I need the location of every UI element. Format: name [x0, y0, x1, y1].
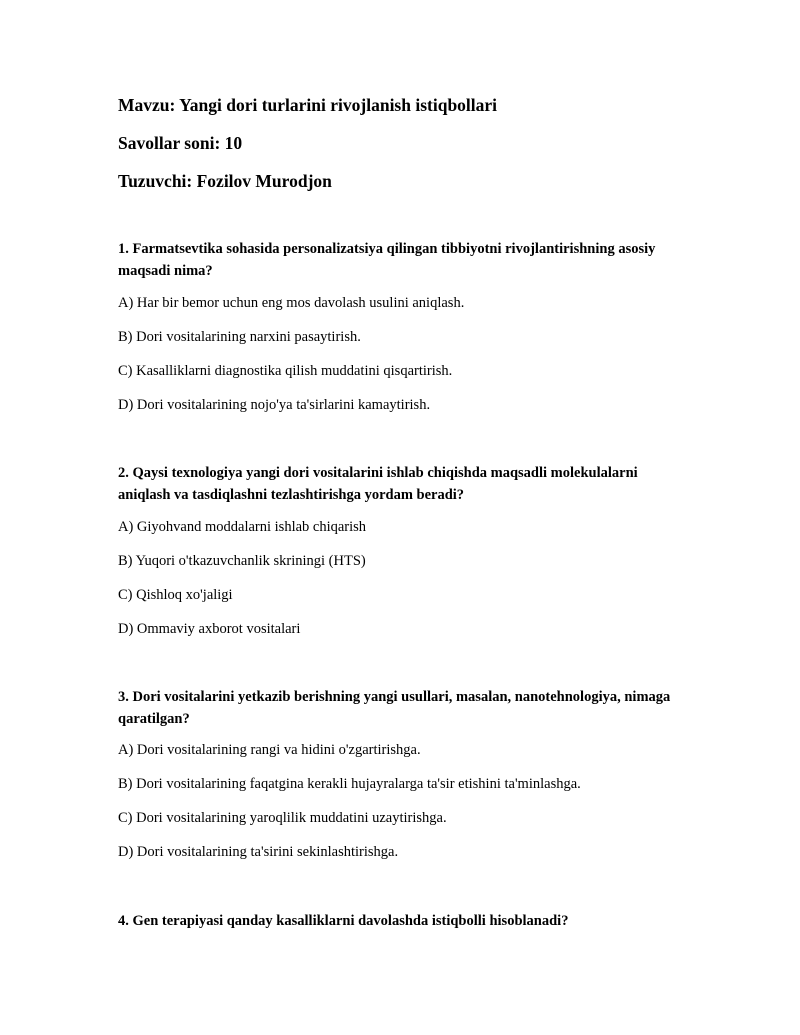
topic-heading: Mavzu: Yangi dori turlarini rivojlanish istiqbollari [118, 95, 498, 115]
answer-option: D) Dori vositalarining ta'sirini sekinlashtirishga. [118, 844, 399, 860]
question-text: 3. Dori vositalarini yetkazib berishning yangi usullari, masalan, nanotehnologiya, nimaga qaratilgan? [118, 689, 671, 727]
answer-option: D) Ommaviy axborot vositalari [118, 621, 301, 637]
answer-option: A) Har bir bemor uchun eng mos davolash usulini aniqlash. [118, 295, 465, 311]
question-text: 2. Qaysi texnologiya yangi dori vositalarini ishlab chiqishda maqsadli molekulalarni aniqlash va tasdiqlashni tezlashtirishga yordam beradi? [118, 465, 638, 503]
answer-option: A) Dori vositalarining rangi va hidini o'zgartirishga. [118, 742, 421, 758]
question-2-option-b [118, 552, 688, 570]
answer-option: C) Kasalliklarni diagnostika qilish muddatini qisqartirish. [118, 363, 453, 379]
question-3-option-c [118, 809, 688, 827]
question-1-option-b [118, 328, 688, 346]
question-2-option-c [118, 586, 688, 604]
question-3-option-b [118, 775, 688, 793]
question-2-option-a [118, 518, 688, 536]
answer-option: D) Dori vositalarining nojo'ya ta'sirlarini kamaytirish. [118, 397, 431, 413]
question-1-option-c [118, 362, 688, 380]
question-3 [118, 686, 688, 730]
answer-option: C) Qishloq xo'jaligi [118, 587, 233, 603]
question-text: 4. Gen terapiyasi qanday kasalliklarni davolashda istiqbolli hisoblanadi? [118, 913, 569, 929]
answer-option: B) Dori vositalarining narxini pasaytirish. [118, 329, 361, 345]
question-1-option-d [118, 396, 688, 414]
question-3-option-a [118, 741, 688, 759]
question-1-option-a [118, 294, 688, 312]
question-2 [118, 462, 688, 506]
answer-option: B) Yuqori o'tkazuvchanlik skriningi (HTS) [118, 553, 366, 569]
answer-option: A) Giyohvand moddalarni ishlab chiqarish [118, 519, 367, 535]
question-2-option-d [118, 620, 688, 638]
question-3-option-d [118, 843, 688, 861]
author-heading: Tuzuvchi: Fozilov Murodjon [118, 171, 332, 191]
question-text: 1. Farmatsevtika sohasida personalizatsiya qilingan tibbiyotni rivojlantirishning asosiy maqsadi nima? [118, 241, 656, 279]
question-1 [118, 238, 688, 282]
answer-option: C) Dori vositalarining yaroqlilik muddatini uzaytirishga. [118, 810, 447, 826]
question-count-heading: Savollar soni: 10 [118, 133, 243, 153]
question-4 [118, 910, 688, 932]
answer-option: B) Dori vositalarining faqatgina kerakli hujayralarga ta'sir etishini ta'minlashga. [118, 776, 581, 792]
